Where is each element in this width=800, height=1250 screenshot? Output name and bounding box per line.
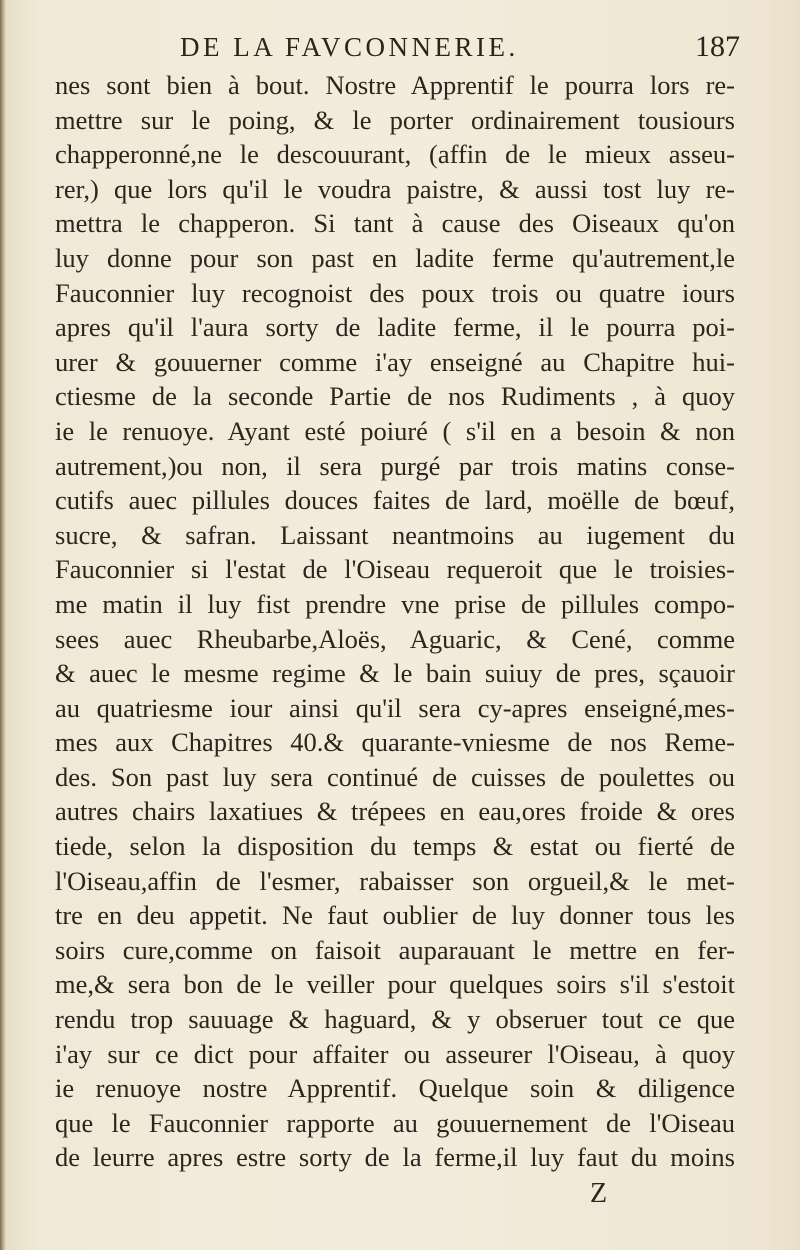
binding-edge	[0, 0, 6, 1250]
text-line: mes aux Chapitres 40.& quarante-vniesme de nos Reme-	[55, 727, 735, 758]
text-line: l'Oiseau,affin de l'esmer, rabaisser son orgueil,& le met-	[55, 865, 735, 896]
text-line: chapperonné,ne le descouurant, (affin de le mieux asseu-	[55, 139, 735, 170]
signature-mark: Z	[590, 1178, 608, 1209]
body-text	[55, 68, 735, 1178]
text-line: soirs cure,comme on faisoit auparauant le mettre en fer-	[55, 934, 735, 965]
text-line: me matin il luy fist prendre vne prise de pillules compo-	[55, 588, 735, 619]
text-line: urer & gouuerner comme i'ay enseigné au Chapitre hui-	[55, 346, 735, 377]
text-line: sees auec Rheubarbe,Aloës, Aguaric, & Cené, comme	[55, 623, 735, 654]
text-line: & auec le mesme regime & le bain suiuy de pres, sçauoir	[55, 658, 735, 689]
text-line: mettra le chapperon. Si tant à cause des Oiseaux qu'on	[55, 208, 735, 239]
text-line: luy donne pour son past en ladite ferme qu'autrement,le	[55, 242, 735, 273]
text-line: mettre sur le poing, & le porter ordinairement tousiours	[55, 104, 735, 135]
text-line: autrement,)ou non, il sera purgé par trois matins conse-	[55, 450, 735, 481]
text-line: des. Son past luy sera continué de cuisses de poulettes ou	[55, 761, 735, 792]
page-number: 187	[695, 30, 740, 63]
text-line: rendu trop sauuage & haguard, & y obseruer tout ce que	[55, 1004, 735, 1035]
text-line: de leurre apres estre sorty de la ferme,il luy faut du moins	[55, 1142, 735, 1173]
text-line: i'ay sur ce dict pour affaiter ou asseurer l'Oiseau, à quoy	[55, 1038, 735, 1069]
text-line: tre en deu appetit. Ne faut oublier de luy donner tous les	[55, 900, 735, 931]
text-line: au quatriesme iour ainsi qu'il sera cy-apres enseigné,mes-	[55, 692, 735, 723]
text-line: ie renuoye nostre Apprentif. Quelque soin & diligence	[55, 1073, 735, 1104]
running-title: DE LA FAVCONNERIE.	[180, 32, 519, 62]
text-line: nes sont bien à bout. Nostre Apprentif le pourra lors re-	[55, 70, 735, 100]
text-line: sucre, & safran. Laissant neantmoins au iugement du	[55, 519, 735, 550]
text-line: ie le renuoye. Ayant esté poiuré ( s'il en a besoin & non	[55, 415, 735, 446]
text-line: autres chairs laxatiues & trépees en eau,ores froide & ores	[55, 796, 735, 827]
text-line: cutifs auec pillules douces faites de lard, moëlle de bœuf,	[55, 485, 735, 516]
text-line: Fauconnier luy recognoist des poux trois ou quatre iours	[55, 277, 735, 308]
text-line: que le Fauconnier rapporte au gouuernement de l'Oiseau	[55, 1107, 735, 1138]
text-line: apres qu'il l'aura sorty de ladite ferme, il le pourra poi-	[55, 312, 735, 343]
text-line: tiede, selon la disposition du temps & estat ou fierté de	[55, 831, 735, 862]
page-header	[180, 28, 740, 68]
text-line: ctiesme de la seconde Partie de nos Rudiments , à quoy	[55, 381, 735, 412]
text-line: me,& sera bon de le veiller pour quelques soirs s'il s'estoit	[55, 969, 735, 1000]
text-line: rer,) que lors qu'il le voudra paistre, & aussi tost luy re-	[55, 173, 735, 204]
text-line: Fauconnier si l'estat de l'Oiseau requeroit que le troisies-	[55, 554, 735, 585]
